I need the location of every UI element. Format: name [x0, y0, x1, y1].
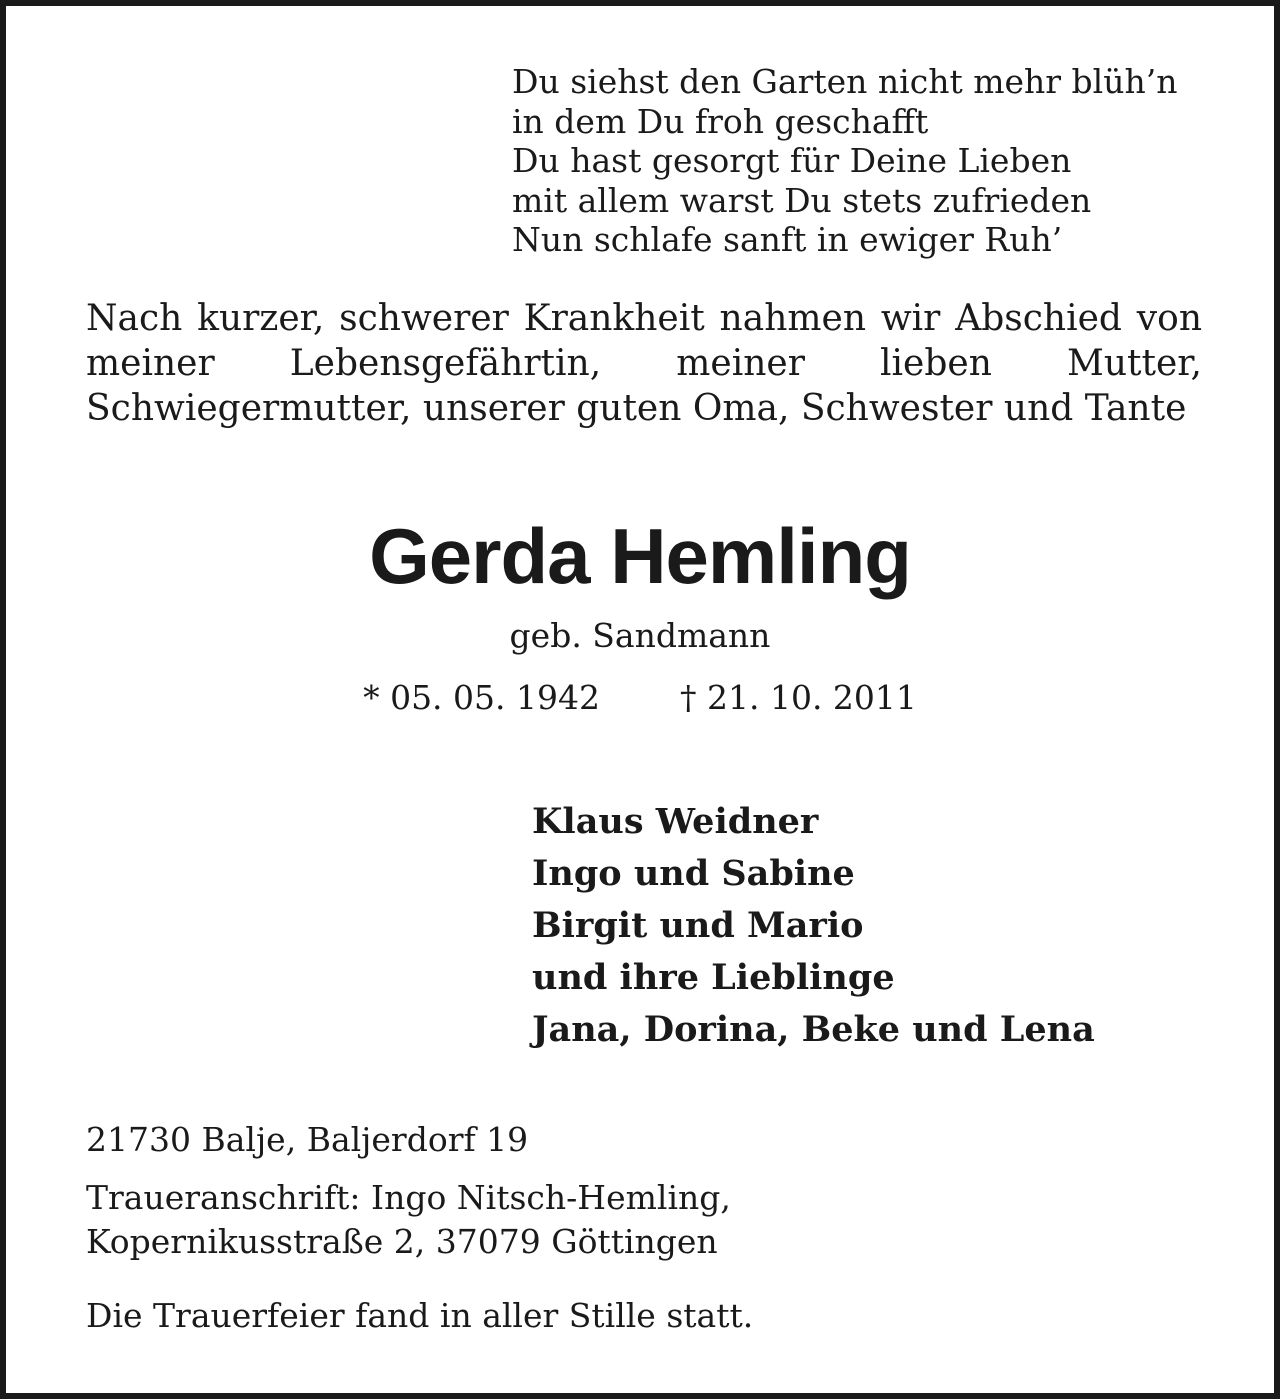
poem-line: Nun schlafe sanft in ewiger Ruh’ [512, 220, 1063, 259]
poem-line: in dem Du froh geschafft [512, 101, 929, 141]
mourners-list [532, 796, 1095, 1056]
mourner-line: Birgit und Mario [532, 905, 864, 946]
poem-line: mit allem warst Du stets zufrieden [512, 180, 1092, 220]
birth-date: * 05. 05. 1942 [363, 678, 600, 717]
farewell-text: Nach kurzer, schwerer Krankheit nahmen wir Abschied von meiner Lebensgefährtin, meiner lieben Mutter, Schwiegermutter, unserer guten Oma, Schwester und Tante [86, 298, 1202, 429]
birth-name: geb. Sandmann [509, 616, 771, 655]
ceremony-note: Die Trauerfeier fand in aller Stille statt. [86, 1296, 754, 1335]
memorial-poem [512, 62, 1177, 260]
poem-line: Du hast gesorgt für Deine Lieben [512, 141, 1072, 180]
death-date: † 21. 10. 2011 [680, 678, 917, 717]
deceased-name: Gerda Hemling [369, 512, 911, 600]
mourning-address-line2: Kopernikusstraße 2, 37079 Göttingen [86, 1222, 718, 1261]
mourner-line: Klaus Weidner [532, 801, 819, 842]
residence-address: 21730 Balje, Baljerdorf 19 [86, 1120, 529, 1159]
mourning-address-line1: Traueranschrift: Ingo Nitsch-Hemling, [86, 1178, 731, 1217]
mourner-line: und ihre Lieblinge [532, 957, 895, 998]
life-dates [6, 676, 1274, 720]
poem-line: Du siehst den Garten nicht mehr blüh’n [512, 62, 1178, 101]
mourner-line: Ingo und Sabine [532, 853, 855, 894]
mourner-line: Jana, Dorina, Beke und Lena [532, 1009, 1095, 1050]
